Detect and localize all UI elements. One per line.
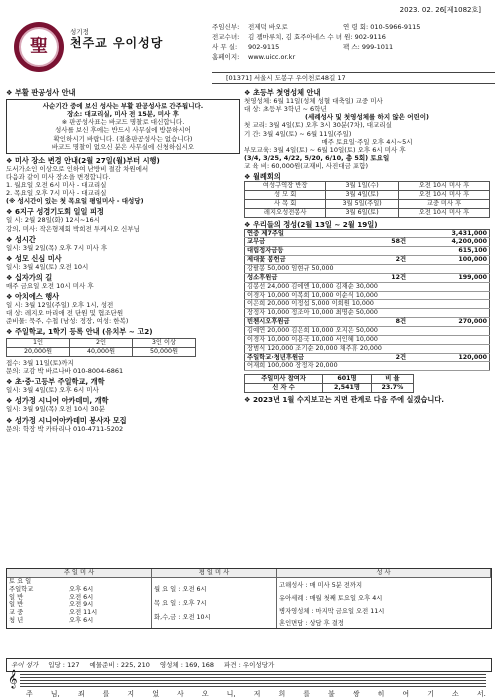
registration-fee-table bbox=[6, 338, 196, 357]
issue-number: 2023. 02. 26[제1082호] bbox=[399, 6, 481, 14]
text-line: 3월 5일(주일) bbox=[326, 199, 399, 208]
contact-info bbox=[212, 22, 482, 62]
text-line: 니, bbox=[226, 690, 236, 698]
attendance-table bbox=[244, 374, 414, 393]
text-line: 주일미사 참여자 bbox=[245, 375, 323, 384]
text-line: 오전 11시 bbox=[69, 609, 98, 617]
text-line: 1인 bbox=[7, 339, 70, 348]
text-line: 바코드 명찰이 없으신 분은 사무실에 신청하십시오 bbox=[51, 142, 195, 151]
text-line: 대림정자금등 bbox=[245, 247, 370, 256]
mass-schedule bbox=[6, 568, 492, 629]
section-title: ❖ 십자가의 길 bbox=[6, 272, 53, 282]
text-line: 199,000 bbox=[408, 273, 489, 282]
section-title: ❖ 성가정 시니어아카데미 봉사자 모집 bbox=[6, 415, 127, 425]
section-title: ❖ 6지구 성경기도회 일일 피정 bbox=[6, 207, 104, 217]
text-line: 성사를 보신 후에는 반드시 사무실에 방문하시어 bbox=[55, 126, 191, 135]
text-line: 쌍 bbox=[352, 690, 360, 698]
text-line: 902-9115 bbox=[248, 42, 280, 51]
text-line: 주 일 미 사 bbox=[7, 569, 152, 577]
text-line: 50,000원 bbox=[133, 348, 196, 357]
text-line: 제대꽃 봉헌금 bbox=[245, 256, 370, 265]
text-line: 첫영성체: 6월 11일(성체 성혈 대축일) 교중 미사 bbox=[244, 97, 383, 105]
text-line: 2건 bbox=[370, 353, 408, 362]
text-line: 유아세례 : 매월 첫째 토요일 오후 4시 bbox=[279, 594, 383, 602]
text-line: 영성체 : 169, 168 bbox=[159, 660, 214, 669]
text-line: 2. 목요일 오후 7시 미사 - 대교리실 bbox=[6, 189, 107, 198]
text-line: ※ 판공성사표는 바코드 명찰로 대신합니다. bbox=[61, 118, 185, 127]
text-line: 일 반 bbox=[9, 593, 24, 601]
text-line: 270,000 bbox=[408, 318, 489, 327]
text-line: 100,000 bbox=[408, 256, 489, 265]
text-line: 이경자 10,000 이용국 10,000 서인혜 10,000 bbox=[245, 335, 490, 344]
section-title: ❖ 2023년 1월 수지보고는 지면 관계로 다음 주에 실겠습니다. bbox=[244, 395, 445, 405]
text-line: 토 요 일 bbox=[9, 577, 32, 585]
text-line: 120,000 bbox=[408, 353, 489, 362]
text-line: 장소: 대교리실, 미사 전 15분, 미사 후 bbox=[67, 110, 179, 119]
text-line: (세례성사 및 첫영성체를 하지 않은 어린이) bbox=[305, 113, 429, 122]
right-column bbox=[244, 86, 490, 404]
text-line: 오전 10시 미사 후 bbox=[398, 190, 489, 199]
text-line: 지 bbox=[127, 690, 135, 698]
text-line: 서. bbox=[476, 690, 486, 698]
text-line: 오전 9시 bbox=[69, 601, 94, 609]
text-line: 일 시: 3월 12일(주일) 오후 1시, 성전 bbox=[6, 301, 114, 309]
text-line: 팩 스: 999-1011 bbox=[343, 42, 394, 51]
text-line: 3월 1일(수) bbox=[326, 182, 399, 191]
text-line: 비 율 bbox=[371, 375, 413, 384]
text-line: 여성구역장 반장 bbox=[245, 182, 326, 191]
text-line: 8건 bbox=[370, 318, 408, 327]
text-line: 교무금 bbox=[245, 238, 370, 247]
logo-emblem-icon: 聖 bbox=[19, 27, 59, 67]
text-line: 다음과 같이 미사 장소을 변경합니다. bbox=[6, 172, 111, 181]
text-line: 오전 6시 bbox=[69, 593, 94, 601]
text-line: 목 요 일 : 오후 7시 bbox=[154, 599, 207, 607]
text-line: 오전 10시 미사 후 bbox=[398, 208, 489, 217]
text-line: 희 bbox=[278, 690, 286, 698]
text-line: 오전 10시 미사 후 bbox=[398, 182, 489, 191]
section-title: ❖ 초등부 첫영성체 안내 bbox=[244, 88, 321, 97]
text-line: 주 bbox=[26, 690, 33, 698]
text-line: 일시: 3월 2일(목) 오후 7시 미사 후 bbox=[6, 243, 108, 252]
text-line: 4,200,000 bbox=[408, 238, 489, 247]
text-line: 오 bbox=[201, 690, 209, 698]
text-line: 혼인면담 : 상담 후 결정 bbox=[279, 620, 344, 628]
text-line: 2,541명 bbox=[323, 384, 372, 393]
text-line: 준비물: 묵주, 수첩 (남성: 정장, 여성: 한복) bbox=[6, 317, 129, 326]
text-line: 소 bbox=[452, 690, 459, 698]
text-line: 었 bbox=[152, 690, 159, 698]
section-title: ❖ 월례회의 bbox=[244, 172, 281, 182]
text-line: 일 반 bbox=[9, 601, 24, 609]
text-line: 입당 : 127 bbox=[48, 660, 80, 669]
text-line: 를 bbox=[303, 690, 310, 698]
meeting-table bbox=[244, 181, 490, 217]
hymn-label: 우이 성가 bbox=[11, 660, 39, 669]
text-line: 615,100 bbox=[408, 247, 489, 256]
text-line: 전교수녀: bbox=[212, 32, 240, 41]
text-line: 이경자 10,000 이복희 10,000 이순식 10,000 bbox=[245, 291, 490, 300]
text-line: 사 bbox=[177, 690, 184, 698]
text-line: 일시: 3월 9일(목) 오전 10시 30분 bbox=[6, 405, 105, 414]
text-line: (3/4, 3/25, 4/22, 5/20, 6/10, 총 5회) 토요일 bbox=[244, 153, 390, 162]
text-line: 첫 교리: 3월 4일(토) 오후 3시 30분(7차), 대교리실 bbox=[244, 121, 392, 130]
text-line: 601명 bbox=[323, 375, 372, 384]
text-line: 연중 제7주일 bbox=[245, 229, 370, 238]
text-line: 파견 : 우이성당가 bbox=[223, 660, 275, 669]
text-line: 강의, 미사: 작은형제회 박희전 투케시오 신부님 bbox=[6, 224, 140, 233]
text-line: 고해성사 : 매 미사 5분 전까지 bbox=[279, 581, 363, 589]
text-line: 확인하시기 바랍니다. (절충판공성사는 없습니다) bbox=[53, 134, 193, 143]
text-line: 예물준비 : 225, 210 bbox=[89, 660, 150, 669]
section-title: ❖ 성가정 시니어 아카데미, 개학 bbox=[6, 396, 109, 406]
text-line: 를 bbox=[102, 690, 110, 698]
text-line: 김예연 20,000 김은희 10,000 오지은 50,000 bbox=[245, 327, 490, 336]
text-line: 죄 bbox=[77, 690, 85, 698]
text-line: 신 자 수 bbox=[245, 384, 323, 393]
text-line: 접수: 3월 11일(토)까지 bbox=[6, 359, 74, 368]
section-title: ❖ 아치에스 행사 bbox=[6, 292, 60, 301]
text-line: 여 bbox=[402, 690, 410, 698]
text-line: 저 bbox=[253, 690, 261, 698]
text-line: 이은희 20,000 이정섭 5,000 이희원 10,000 bbox=[245, 300, 490, 309]
section-title: ❖ 성모 신심 미사 bbox=[6, 253, 62, 263]
text-line: 불 bbox=[328, 690, 335, 698]
text-line: 주일학교·청년후원금 bbox=[245, 353, 370, 362]
text-line: 대 상: 레지오 마리애 전 단원 및 협조단원 bbox=[6, 309, 124, 318]
text-line: 성소후원금 bbox=[245, 273, 370, 282]
text-line: 교중 미사 후 bbox=[398, 199, 489, 208]
lyrics bbox=[26, 690, 486, 699]
text-line: 오후 6시 bbox=[69, 585, 94, 593]
hymn-numbers bbox=[6, 658, 492, 672]
text-line: 3월 4일(토) bbox=[326, 190, 399, 199]
text-line: 전제덕 바오로 bbox=[248, 22, 288, 31]
text-line: 사 무 실: bbox=[212, 42, 238, 51]
text-line: 홈페이지: bbox=[212, 52, 240, 61]
text-line: 김 젬마루치, 김 효주아네스 수 녀 원: 902-9116 bbox=[248, 32, 386, 41]
text-line: 장범식 120,000 조기순 20,000 채주휴 20,000 bbox=[245, 344, 490, 353]
text-line: 기 bbox=[427, 690, 434, 698]
text-line: 오후 6시 bbox=[69, 617, 94, 625]
text-line: 화,수,금 : 오전 10시 bbox=[154, 613, 211, 621]
treble-clef-icon: 𝄞 bbox=[8, 669, 18, 688]
section-title: ❖ 부활 판공성사 안내 bbox=[6, 88, 76, 97]
text-line: 사순기간 중에 보신 성사는 부활 판공성사로 간주됩니다. bbox=[42, 102, 204, 110]
section-title: ❖ 우리들의 정성(2월 13일 ~ 2월 19일) bbox=[244, 219, 378, 229]
text-line: 기 간: 3월 4일(토) ~ 6월 11일(주일) bbox=[244, 129, 352, 138]
text-line bbox=[370, 247, 408, 256]
text-line: 도서가소인 이상으로 인하여 난방비 절감 차원에서 bbox=[6, 164, 149, 173]
text-line: 주임신부: bbox=[212, 22, 240, 31]
church-address: [01371] 서울시 도봉구 우이천로48길 17 bbox=[212, 72, 495, 84]
left-column bbox=[6, 86, 240, 433]
text-line: 레지오성전봉사 bbox=[245, 208, 326, 217]
section-title: ❖ 주일학교, 1학기 등록 안내 (유치부 ~ 고2) bbox=[6, 327, 153, 337]
text-line bbox=[370, 229, 408, 238]
text-line: 문의: 교감 박 바르나바 010-8004-6861 bbox=[6, 367, 124, 376]
text-line: 12건 bbox=[370, 273, 408, 282]
church-name: 천주교 우이성당 bbox=[70, 36, 164, 50]
text-line: 문의: 학장 박 카타리나 010-4711-5202 bbox=[6, 424, 124, 433]
text-line: 장정자 10,000 정조아 10,000 최명순 50,000 bbox=[245, 309, 490, 318]
text-line: 빈첸시오후원금 bbox=[245, 318, 370, 327]
text-line: 3,431,000 bbox=[408, 229, 489, 238]
text-line: 20,000원 bbox=[7, 348, 70, 357]
text-line: 일시: 3월 4일(토) 오전 10시 bbox=[6, 262, 89, 271]
section-title: ❖ 초·중·고등부 주일학교, 개학 bbox=[6, 377, 105, 387]
section-title: ❖ 성시간 bbox=[6, 234, 36, 244]
homepage-link[interactable]: www.uicc.or.kr bbox=[248, 52, 296, 61]
text-line: 평 일 미 사 bbox=[152, 569, 277, 577]
text-line: 성 사 bbox=[277, 569, 491, 577]
text-line: 3인 이상 bbox=[133, 339, 196, 348]
text-line: 2건 bbox=[370, 256, 408, 265]
text-line: 교 중 bbox=[9, 609, 24, 617]
text-line: 2인 bbox=[70, 339, 133, 348]
text-line: 월 요 일 : 오전 6시 bbox=[154, 585, 207, 593]
text-line: 매주 토요일·주일 오후 4시~5시 bbox=[321, 137, 413, 146]
text-line: 일시: 3월 4일(토) 오후 6시 미사 bbox=[6, 386, 99, 395]
text-line: (※ 성시간이 있는 첫 목요일 평일미사 - 대성당) bbox=[6, 197, 144, 206]
text-line: 사 목 회 bbox=[245, 199, 326, 208]
text-line: 일 시: 2월 28일(화) 12시~16시 bbox=[6, 216, 100, 225]
text-line: 매주 금요일 오전 10시 미사 후 bbox=[6, 281, 94, 290]
text-line: 님, bbox=[50, 690, 60, 698]
text-line: 강팔봉 50,000 임현규 50,000 bbox=[245, 265, 490, 274]
text-line: 어재희 100,000 장정자 20,000 bbox=[245, 362, 490, 371]
notice-box bbox=[6, 99, 240, 154]
section-title: ❖ 미사 장소 변경 안내(2월 27일(월)부터 시행) bbox=[6, 155, 160, 165]
offering-table bbox=[244, 229, 490, 372]
text-line: 40,000원 bbox=[70, 348, 133, 357]
text-line: 대 상: 초등부 3학년 ~ 6학년 bbox=[244, 105, 327, 114]
text-line: 히 bbox=[377, 690, 385, 698]
text-line: 주일학교 bbox=[9, 585, 34, 593]
church-subtitle: 성기정 bbox=[70, 28, 89, 36]
text-line: 23.7% bbox=[371, 384, 413, 393]
text-line: 교 육 비: 60,000원(교재비, 사진대금 포함) bbox=[244, 162, 369, 170]
text-line: 연 령 회: 010-5966-9115 bbox=[343, 22, 421, 31]
text-line: 3월 6일(토) bbox=[326, 208, 399, 217]
text-line: 부모교육: 3월 4일(토) ~ 6월 10일(토) 오후 6시 미사 후 bbox=[244, 145, 406, 154]
church-logo bbox=[14, 22, 64, 72]
text-line: 청 년 bbox=[9, 617, 24, 625]
text-line: 병자영성체 : 마지막 금요일 오전 11시 bbox=[279, 607, 385, 615]
text-line: 1. 월요일 오전 6시 미사 - 대교리실 bbox=[6, 181, 107, 189]
text-line: 58건 bbox=[370, 238, 408, 247]
text-line: 성 모 회 bbox=[245, 190, 326, 199]
text-line: 김봉선 24,000 김에엔 10,000 김재순 30,000 bbox=[245, 282, 490, 291]
music-staff bbox=[6, 669, 490, 698]
